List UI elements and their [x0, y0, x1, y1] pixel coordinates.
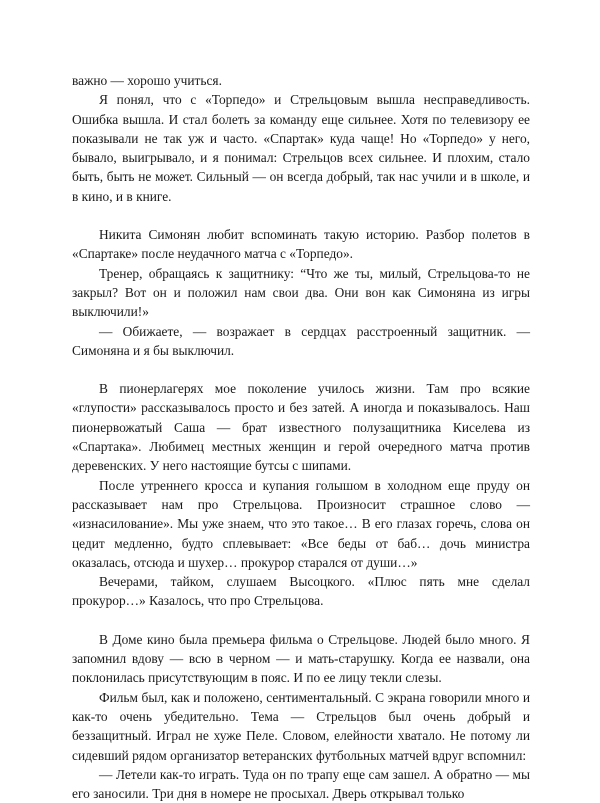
paragraph: В пионерлагерях мое поколение училось жизни. Там про всякие «глупости» рассказывалось просто и без затей. А иногда и показывалось. Наш пионервожатый Саша — брат известного полузащитника Киселева из «Спартака». Любимец местных женщин и герой очередного матча против деревенских. У него настоящие бутсы с шипами. — [72, 381, 530, 474]
paragraph: После утреннего кросса и купания голышом в холодном еще пруду он рассказывает нам про Стрельцова. Произносит страшное слово — «изнасилование». Мы уже знаем, что это такое… В его глазах горечь, слова он цедит медленно, будто сплевывает: «Все беды от баб… дочь министра оказалась, отсюда и шухер… прокурор старался от души…» — [72, 477, 530, 570]
paragraph: Тренер, обращаясь к защитнику: “Что же ты, милый, Стрельцова-то не закрыл? Вот он и положил нам свои два. Они вон как Симоняна из игры выключили!» — [72, 265, 530, 320]
page-text — [72, 71, 530, 803]
paragraph: В Доме кино была премьера фильма о Стрельцове. Людей было много. Я запомнил вдову — всю в черном — и мать-старушку. Когда ее назвали, она поклонилась присутствующим в пояс. И по ее лицу текли слезы. — [72, 631, 530, 686]
paragraph: — Обижаете, — возражает в сердцах расстроенный защитник. — Симоняна и я бы выключил. — [72, 323, 530, 358]
paragraph: Я понял, что с «Торпедо» и Стрельцовым вышла несправедливость. Ошибка вышла. И стал болеть за команду еще сильнее. Хотя по телевизору ее показывали не так уж и часто. «Спартак» куда чаще! Но «Торпедо» у него, бывало, выигрывало, и я понимал: Стрельцов всех сильнее. И плохим, стало быть, быть не может. Сильный — он всегда добрый, так нас учили и в школе, и в кино, и в книге. — [72, 92, 530, 204]
paragraph: — Летели как-то играть. Туда он по трапу еще сам зашел. А обратно — мы его заносили. Три дня в номере не просыхал. Дверь открывал только — [72, 766, 530, 802]
paragraph: Фильм был, как и положено, сентиментальный. С экрана говорили много и как-то очень убедительно. Тема — Стрельцов был очень добрый и беззащитный. Играл не хуже Пеле. Словом, елейности хватало. Не потому ли сидевший рядом организатор ветеранских футбольных матчей вдруг вспомнил: — [72, 689, 530, 763]
paragraph: Вечерами, тайком, слушаем Высоцкого. «Плюс пять мне сделал прокурор…» Казалось, что про Стрельцова. — [72, 574, 530, 609]
paragraph: Никита Симонян любит вспоминать такую историю. Разбор полетов в «Спартаке» после неудачного матча с «Торпедо». — [72, 227, 530, 262]
paragraph: важно — хорошо учиться. — [72, 73, 222, 88]
